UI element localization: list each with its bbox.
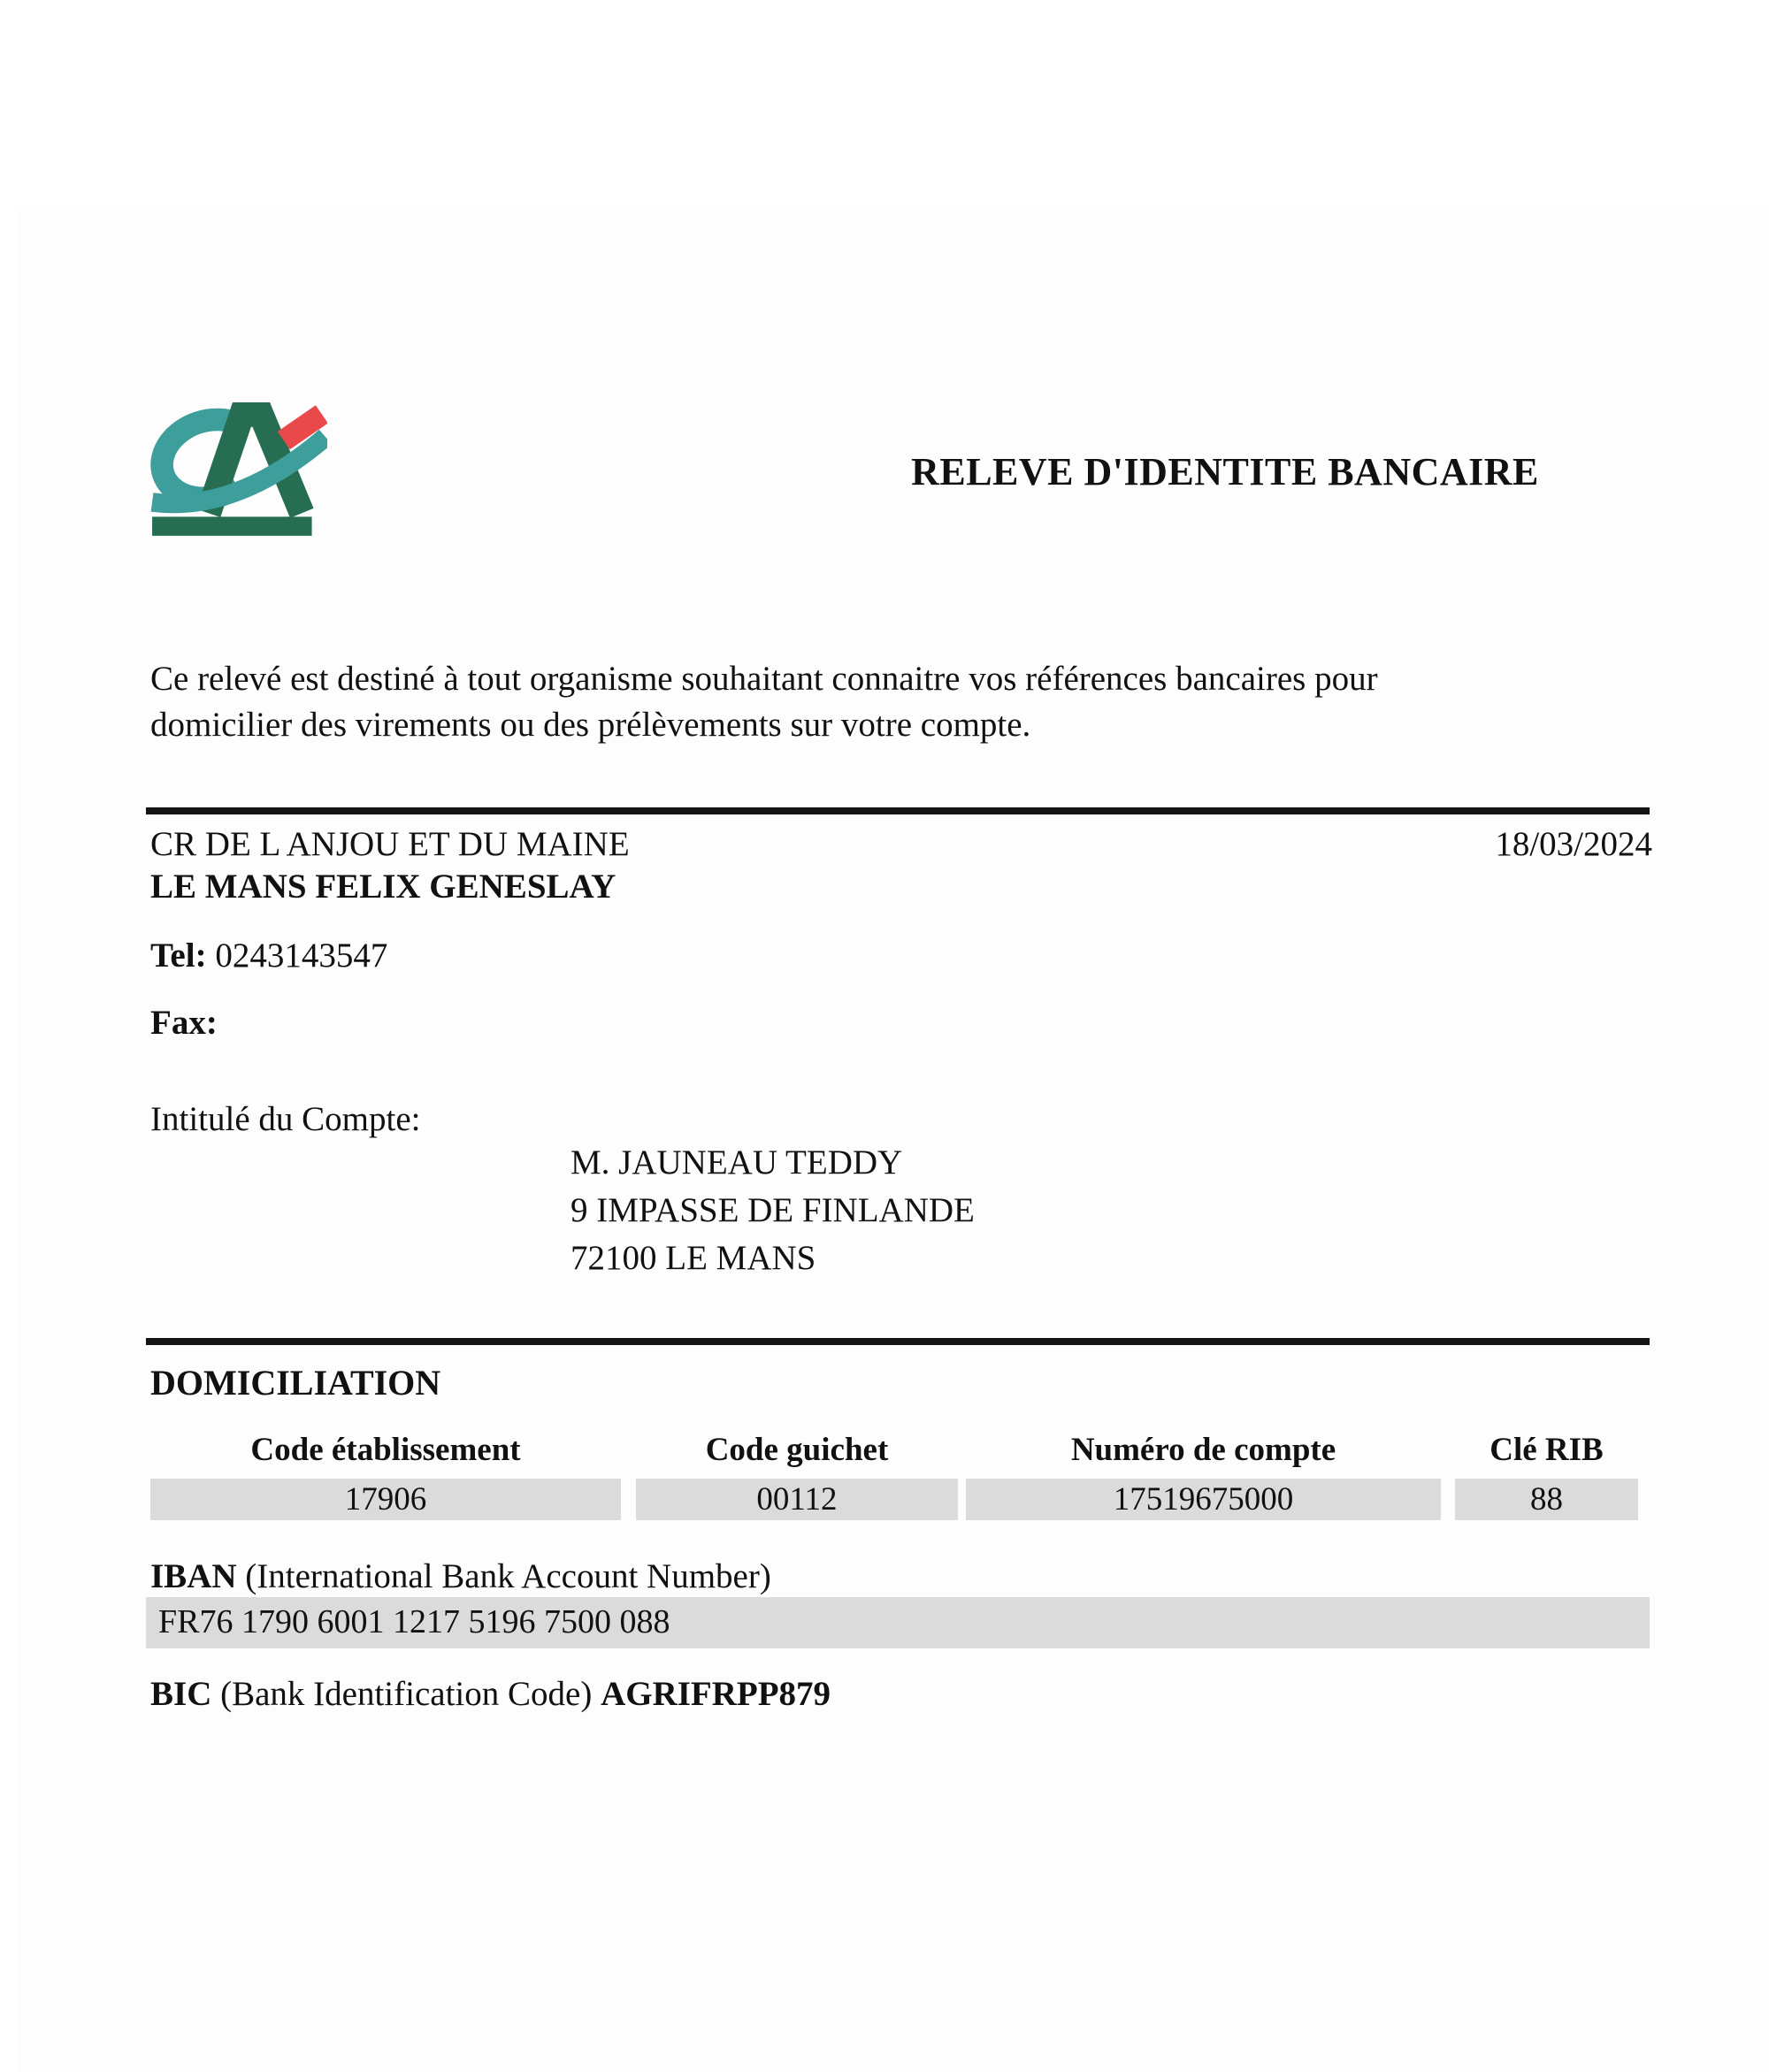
intro-line-2: domicilier des virements ou des prélèvements sur votre compte. <box>150 706 1031 744</box>
domiciliation-heading: DOMICILIATION <box>150 1363 441 1403</box>
account-holder-name: M. JAUNEAU TEDDY <box>571 1143 903 1181</box>
bic-value: AGRIFRPP879 <box>601 1675 831 1713</box>
iban-label-description: (International Bank Account Number) <box>236 1557 771 1595</box>
table-cell-cle-rib: 88 <box>1455 1479 1638 1520</box>
iban-value-bar <box>146 1597 1650 1648</box>
telephone-label: Tel: <box>150 937 207 975</box>
iban-label-line <box>150 1556 771 1596</box>
table-cell-code-guichet: 00112 <box>636 1479 958 1520</box>
table-cell-numero-de-compte: 17519675000 <box>966 1479 1441 1520</box>
account-holder-address-line2: 72100 LE MANS <box>571 1239 816 1277</box>
intro-line-1: Ce relevé est destiné à tout organisme souhaitant connaitre vos références bancaires pour <box>150 660 1378 698</box>
account-holder-label: Intitulé du Compte: <box>150 1100 421 1138</box>
bic-label: BIC <box>150 1675 212 1713</box>
branch-name-line1: CR DE L ANJOU ET DU MAINE <box>150 825 630 863</box>
fax-line <box>150 1003 218 1043</box>
horizontal-rule-top <box>146 807 1650 814</box>
iban-value: FR76 1790 6001 1217 5196 7500 088 <box>158 1603 670 1640</box>
credit-agricole-logo-icon <box>150 402 327 535</box>
account-holder-address-line1: 9 IMPASSE DE FINLANDE <box>571 1191 975 1229</box>
branch-name-line2: LE MANS FELIX GENESLAY <box>150 868 616 906</box>
table-header-code-guichet: Code guichet <box>705 1432 889 1468</box>
iban-label: IBAN <box>150 1557 237 1595</box>
telephone-line <box>150 936 387 975</box>
horizontal-rule-domiciliation <box>146 1338 1650 1345</box>
table-header-numero-de-compte: Numéro de compte <box>1070 1432 1336 1468</box>
bic-line <box>150 1674 831 1714</box>
statement-date: 18/03/2024 <box>1495 825 1652 863</box>
bic-label-description: (Bank Identification Code) <box>211 1675 601 1713</box>
telephone-value: 0243143547 <box>206 937 388 975</box>
table-header-cle-rib: Clé RIB <box>1489 1432 1604 1468</box>
document-title: RELEVE D'IDENTITE BANCAIRE <box>911 450 1539 493</box>
table-header-code-etablissement: Code établissement <box>250 1432 521 1468</box>
table-cell-code-etablissement: 17906 <box>150 1479 621 1520</box>
intro-paragraph <box>150 656 1654 748</box>
fax-label: Fax: <box>150 1004 218 1042</box>
